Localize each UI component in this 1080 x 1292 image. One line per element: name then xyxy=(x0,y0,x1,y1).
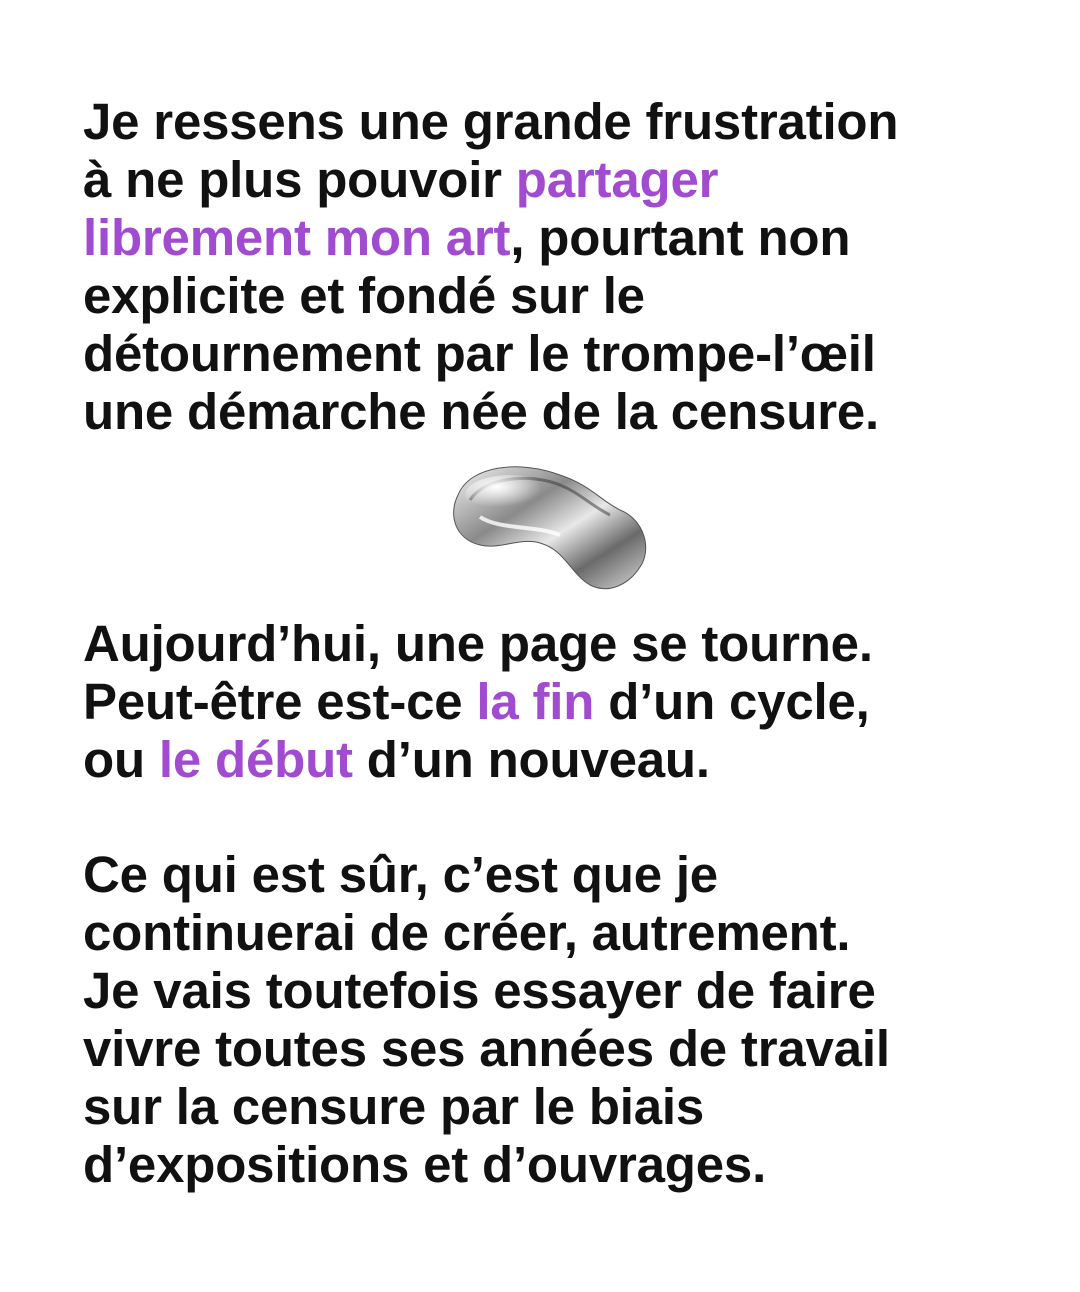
text-line xyxy=(83,209,898,267)
text-segment: Peut-être est-ce xyxy=(83,673,477,730)
text-line: d’expositions et d’ouvrages. xyxy=(83,1136,767,1193)
text-segment: , pourtant non xyxy=(510,209,851,266)
text-line xyxy=(83,673,873,731)
paragraph-continue-creating xyxy=(83,846,890,1194)
highlight-text: librement mon art xyxy=(83,209,511,266)
text-line: vivre toutes ses années de travail xyxy=(83,1020,890,1077)
text-line: Je vais toutefois essayer de faire xyxy=(83,962,876,1019)
text-line xyxy=(83,151,898,209)
text-line: continuerai de créer, autrement. xyxy=(83,904,851,961)
chrome-blob-image xyxy=(440,455,660,605)
highlight-text: le début xyxy=(158,731,353,788)
text-line: Ce qui est sûr, c’est que je xyxy=(83,846,718,903)
paragraph-turning-page xyxy=(83,615,873,789)
text-line xyxy=(83,731,873,789)
paragraph-frustration xyxy=(83,93,898,441)
text-segment: d’un cycle, xyxy=(594,673,870,730)
text-segment: à ne plus pouvoir xyxy=(83,151,516,208)
highlight-text: partager xyxy=(515,151,719,208)
text-line: explicite et fondé sur le xyxy=(83,267,645,324)
highlight-text: la fin xyxy=(476,673,595,730)
text-line: une démarche née de la censure. xyxy=(83,383,879,440)
text-line: Je ressens une grande frustration xyxy=(83,93,899,150)
text-segment: d’un nouveau. xyxy=(352,731,710,788)
text-segment: ou xyxy=(83,731,159,788)
text-line: sur la censure par le biais xyxy=(83,1078,705,1135)
text-line: détournement par le trompe-l’œil xyxy=(83,325,876,382)
text-line: Aujourd’hui, une page se tourne. xyxy=(83,615,873,672)
